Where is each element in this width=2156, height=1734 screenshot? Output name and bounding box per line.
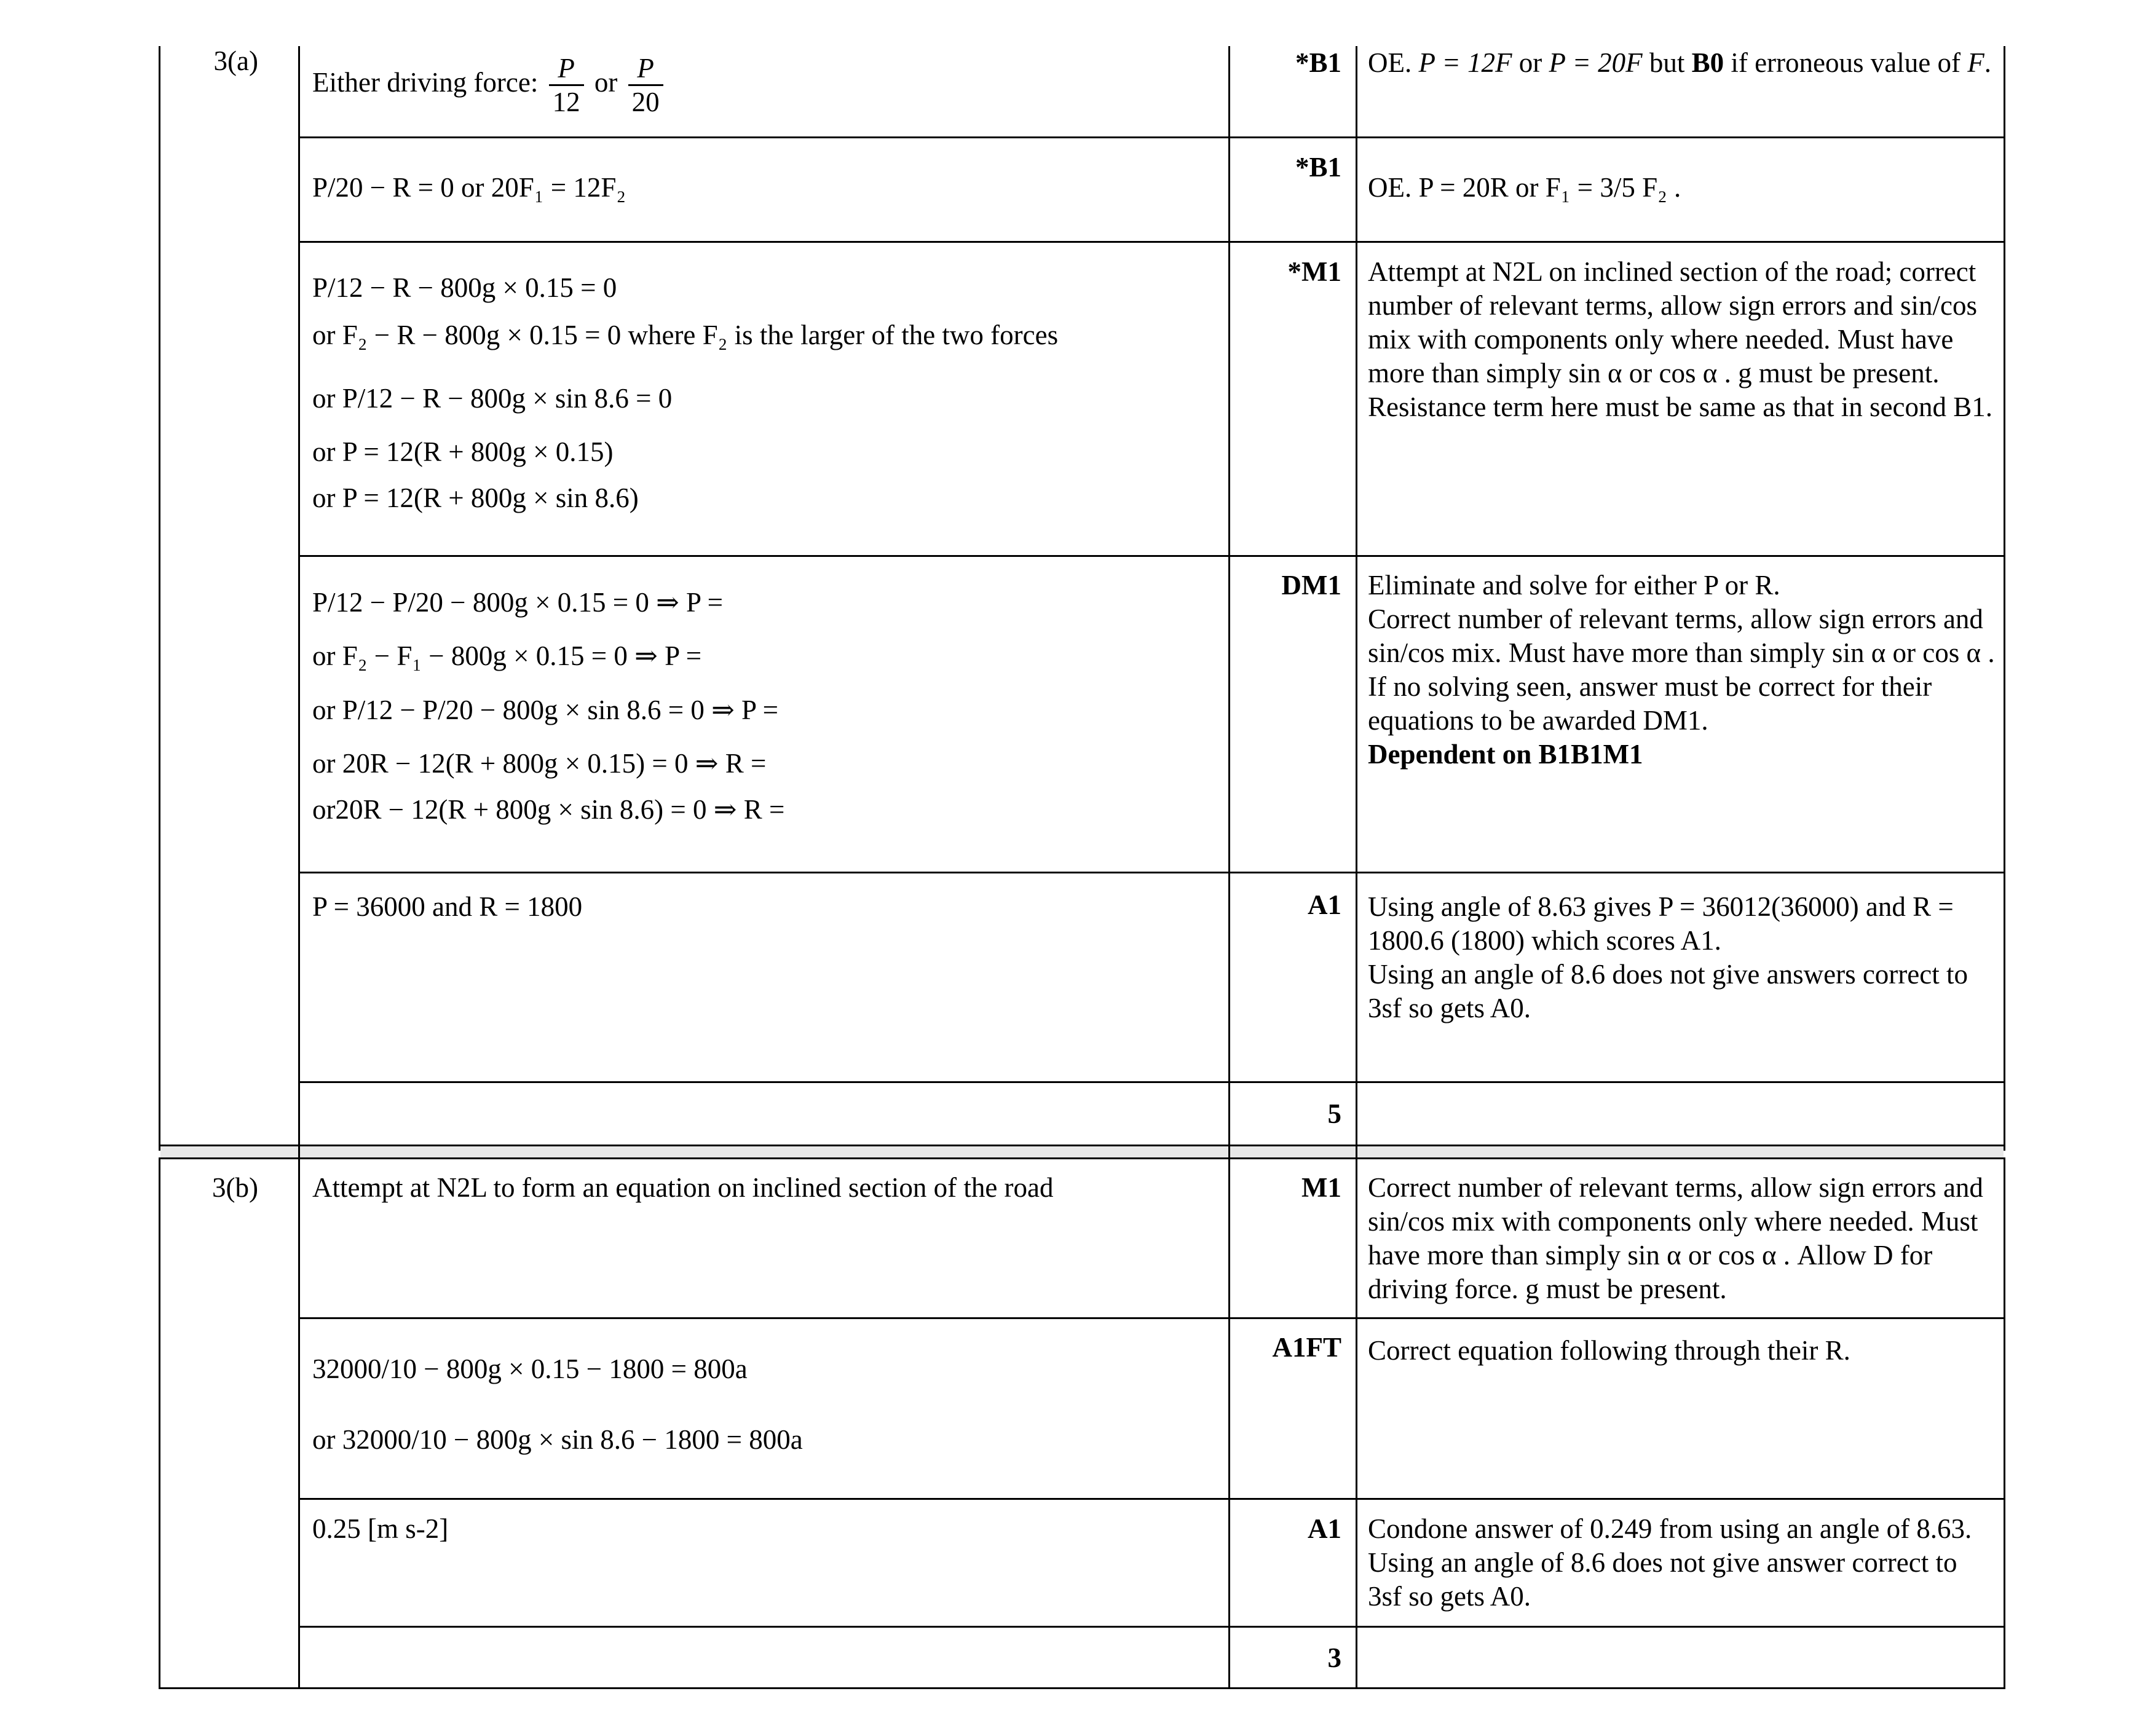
answer-line: or P/12 − R − 800g × sin 8.6 = 0 (312, 383, 673, 414)
guidance-text: . (1984, 47, 1991, 78)
answer-text: Either driving force: (312, 66, 539, 98)
table-border-left-a (159, 46, 160, 1151)
answer-line: P/12 − R − 800g × 0.15 = 0 (312, 272, 617, 303)
table-bottom-border (159, 1687, 2005, 1689)
table-border-left-b (159, 1157, 160, 1689)
guidance-line: Using an angle of 8.6 does not give answers correct to 3sf so gets A0. (1368, 959, 1968, 1023)
mark-code: DM1 (1281, 570, 1341, 601)
answer-line: or20R − 12(R + 800g × sin 8.6) = 0 ⇒ R = (312, 794, 785, 825)
fraction-p-20: $\frac{P}{20}$ (628, 52, 663, 118)
table-border-answer-b (298, 1157, 300, 1689)
guidance-line: Using an angle of 8.6 does not give answer correct to 3sf so gets A0. (1368, 1547, 1957, 1612)
guidance-bold: B0 (1691, 47, 1724, 78)
row-divider (298, 136, 2005, 138)
table-border-right-a (2004, 46, 2005, 1151)
row-divider (298, 555, 2005, 557)
answer-line: or F₂ − F₁ − 800g × 0.15 = 0 ⇒ P = (312, 640, 702, 671)
answer-row-3 (312, 257, 1058, 521)
guidance-row-5 (1368, 890, 1995, 1025)
answer-row-b1: Attempt at N2L to form an equation on inclined section of the road (312, 1172, 1054, 1203)
table-border-marks-b (1228, 1157, 1230, 1689)
guidance-line: Eliminate and solve for either P or R. (1368, 570, 1780, 601)
answer-line: 32000/10 − 800g × 0.15 − 1800 = 800a (312, 1354, 748, 1384)
guidance-row-3: Attempt at N2L on inclined section of the road; correct number of relevant terms, allow sign errors and sin/cos mix with components only where needed. Must have more than simply sin α or cos α . g must be present. Resistance term here must be same as that in second B1. (1368, 256, 1992, 422)
or-text: or (594, 66, 618, 98)
guidance-row-2: OE. P = 20R or F₁ = 3/5 F₂ . (1368, 172, 1681, 203)
mark-code: A1 (1308, 889, 1341, 920)
answer-row-b2 (312, 1334, 803, 1475)
answer-line: or P/12 − P/20 − 800g × sin 8.6 = 0 ⇒ P = (312, 695, 779, 725)
mark-code: *B1 (1295, 47, 1341, 78)
guidance-line: If no solving seen, answer must be correct for their equations to be awarded DM1. (1368, 671, 1932, 736)
guidance-math: P = 12F (1418, 47, 1512, 78)
row-divider (298, 1081, 2005, 1083)
guidance-row-b1: Correct number of relevant terms, allow sign errors and sin/cos mix with components only where needed. Must have more than simply sin α or cos α . Allow D for driving force. g must be present. (1368, 1172, 1983, 1304)
guidance-line: Correct number of relevant terms, allow sign errors and sin/cos mix. Must have more than simply sin α or cos α . (1368, 604, 1995, 668)
answer-line: or 20R − 12(R + 800g × 0.15) = 0 ⇒ R = (312, 748, 767, 779)
answer-row-5: P = 36000 and R = 1800 (312, 891, 583, 922)
guidance-text: OE. (1368, 47, 1412, 78)
guidance-text: or (1518, 47, 1542, 78)
row-divider (298, 872, 2005, 873)
row-divider (298, 1626, 2005, 1628)
answer-line: or 32000/10 − 800g × sin 8.6 − 1800 = 800a (312, 1424, 803, 1455)
guidance-text: if erroneous value of (1731, 47, 1961, 78)
question-label-3a: 3(a) (213, 45, 258, 76)
table-border-right-b (2004, 1157, 2005, 1689)
row-divider (298, 1498, 2005, 1500)
guidance-line: Dependent on B1B1M1 (1368, 739, 1643, 770)
answer-row-4 (312, 572, 784, 833)
part-separator-bottom (159, 1157, 2005, 1159)
table-border-guidance-a (1356, 46, 1357, 1151)
answer-line: or F₂ − R − 800g × 0.15 = 0 where F₂ is the larger of the two forces (312, 320, 1059, 350)
question-label-3b: 3(b) (212, 1172, 258, 1203)
guidance-row-1 (1368, 46, 1995, 80)
mark-code: *B1 (1295, 152, 1341, 183)
fraction-p-12: $\frac{P}{12}$ (549, 52, 584, 118)
row-divider (298, 241, 2005, 243)
answer-line: or P = 12(R + 800g × 0.15) (312, 436, 614, 467)
table-border-answer-a (298, 46, 300, 1151)
row-divider (298, 1317, 2005, 1319)
part-separator-gap (160, 1146, 2004, 1157)
guidance-row-4 (1368, 569, 1995, 771)
mark-code: *M1 (1287, 256, 1341, 287)
mark-code: M1 (1301, 1172, 1341, 1203)
guidance-text: but (1649, 47, 1685, 78)
guidance-math: P = 20F (1549, 47, 1643, 78)
total-marks-b: 3 (1327, 1642, 1341, 1673)
guidance-line: Condone answer of 0.249 from using an angle of 8.63. (1368, 1513, 1972, 1544)
answer-line: P/12 − P/20 − 800g × 0.15 = 0 ⇒ P = (312, 587, 724, 618)
guidance-row-b2: Correct equation following through their R. (1368, 1335, 1850, 1366)
table-border-marks-a (1228, 46, 1230, 1151)
guidance-line: Using angle of 8.63 gives P = 36012(36000) and R = 1800.6 (1800) which scores A1. (1368, 891, 1954, 956)
answer-line: or P = 12(R + 800g × sin 8.6) (312, 483, 639, 513)
mark-code: A1 (1308, 1513, 1341, 1544)
mark-code: A1FT (1272, 1332, 1341, 1363)
total-marks-a: 5 (1327, 1098, 1341, 1129)
answer-row-1 (312, 52, 667, 118)
guidance-row-b3 (1368, 1512, 1995, 1614)
answer-row-b3: 0.25 [m s-2] (312, 1513, 449, 1544)
answer-row-2: P/20 − R = 0 or 20F₁ = 12F₂ (312, 172, 626, 203)
table-border-guidance-b (1356, 1157, 1357, 1689)
guidance-math: F (1967, 47, 1984, 78)
